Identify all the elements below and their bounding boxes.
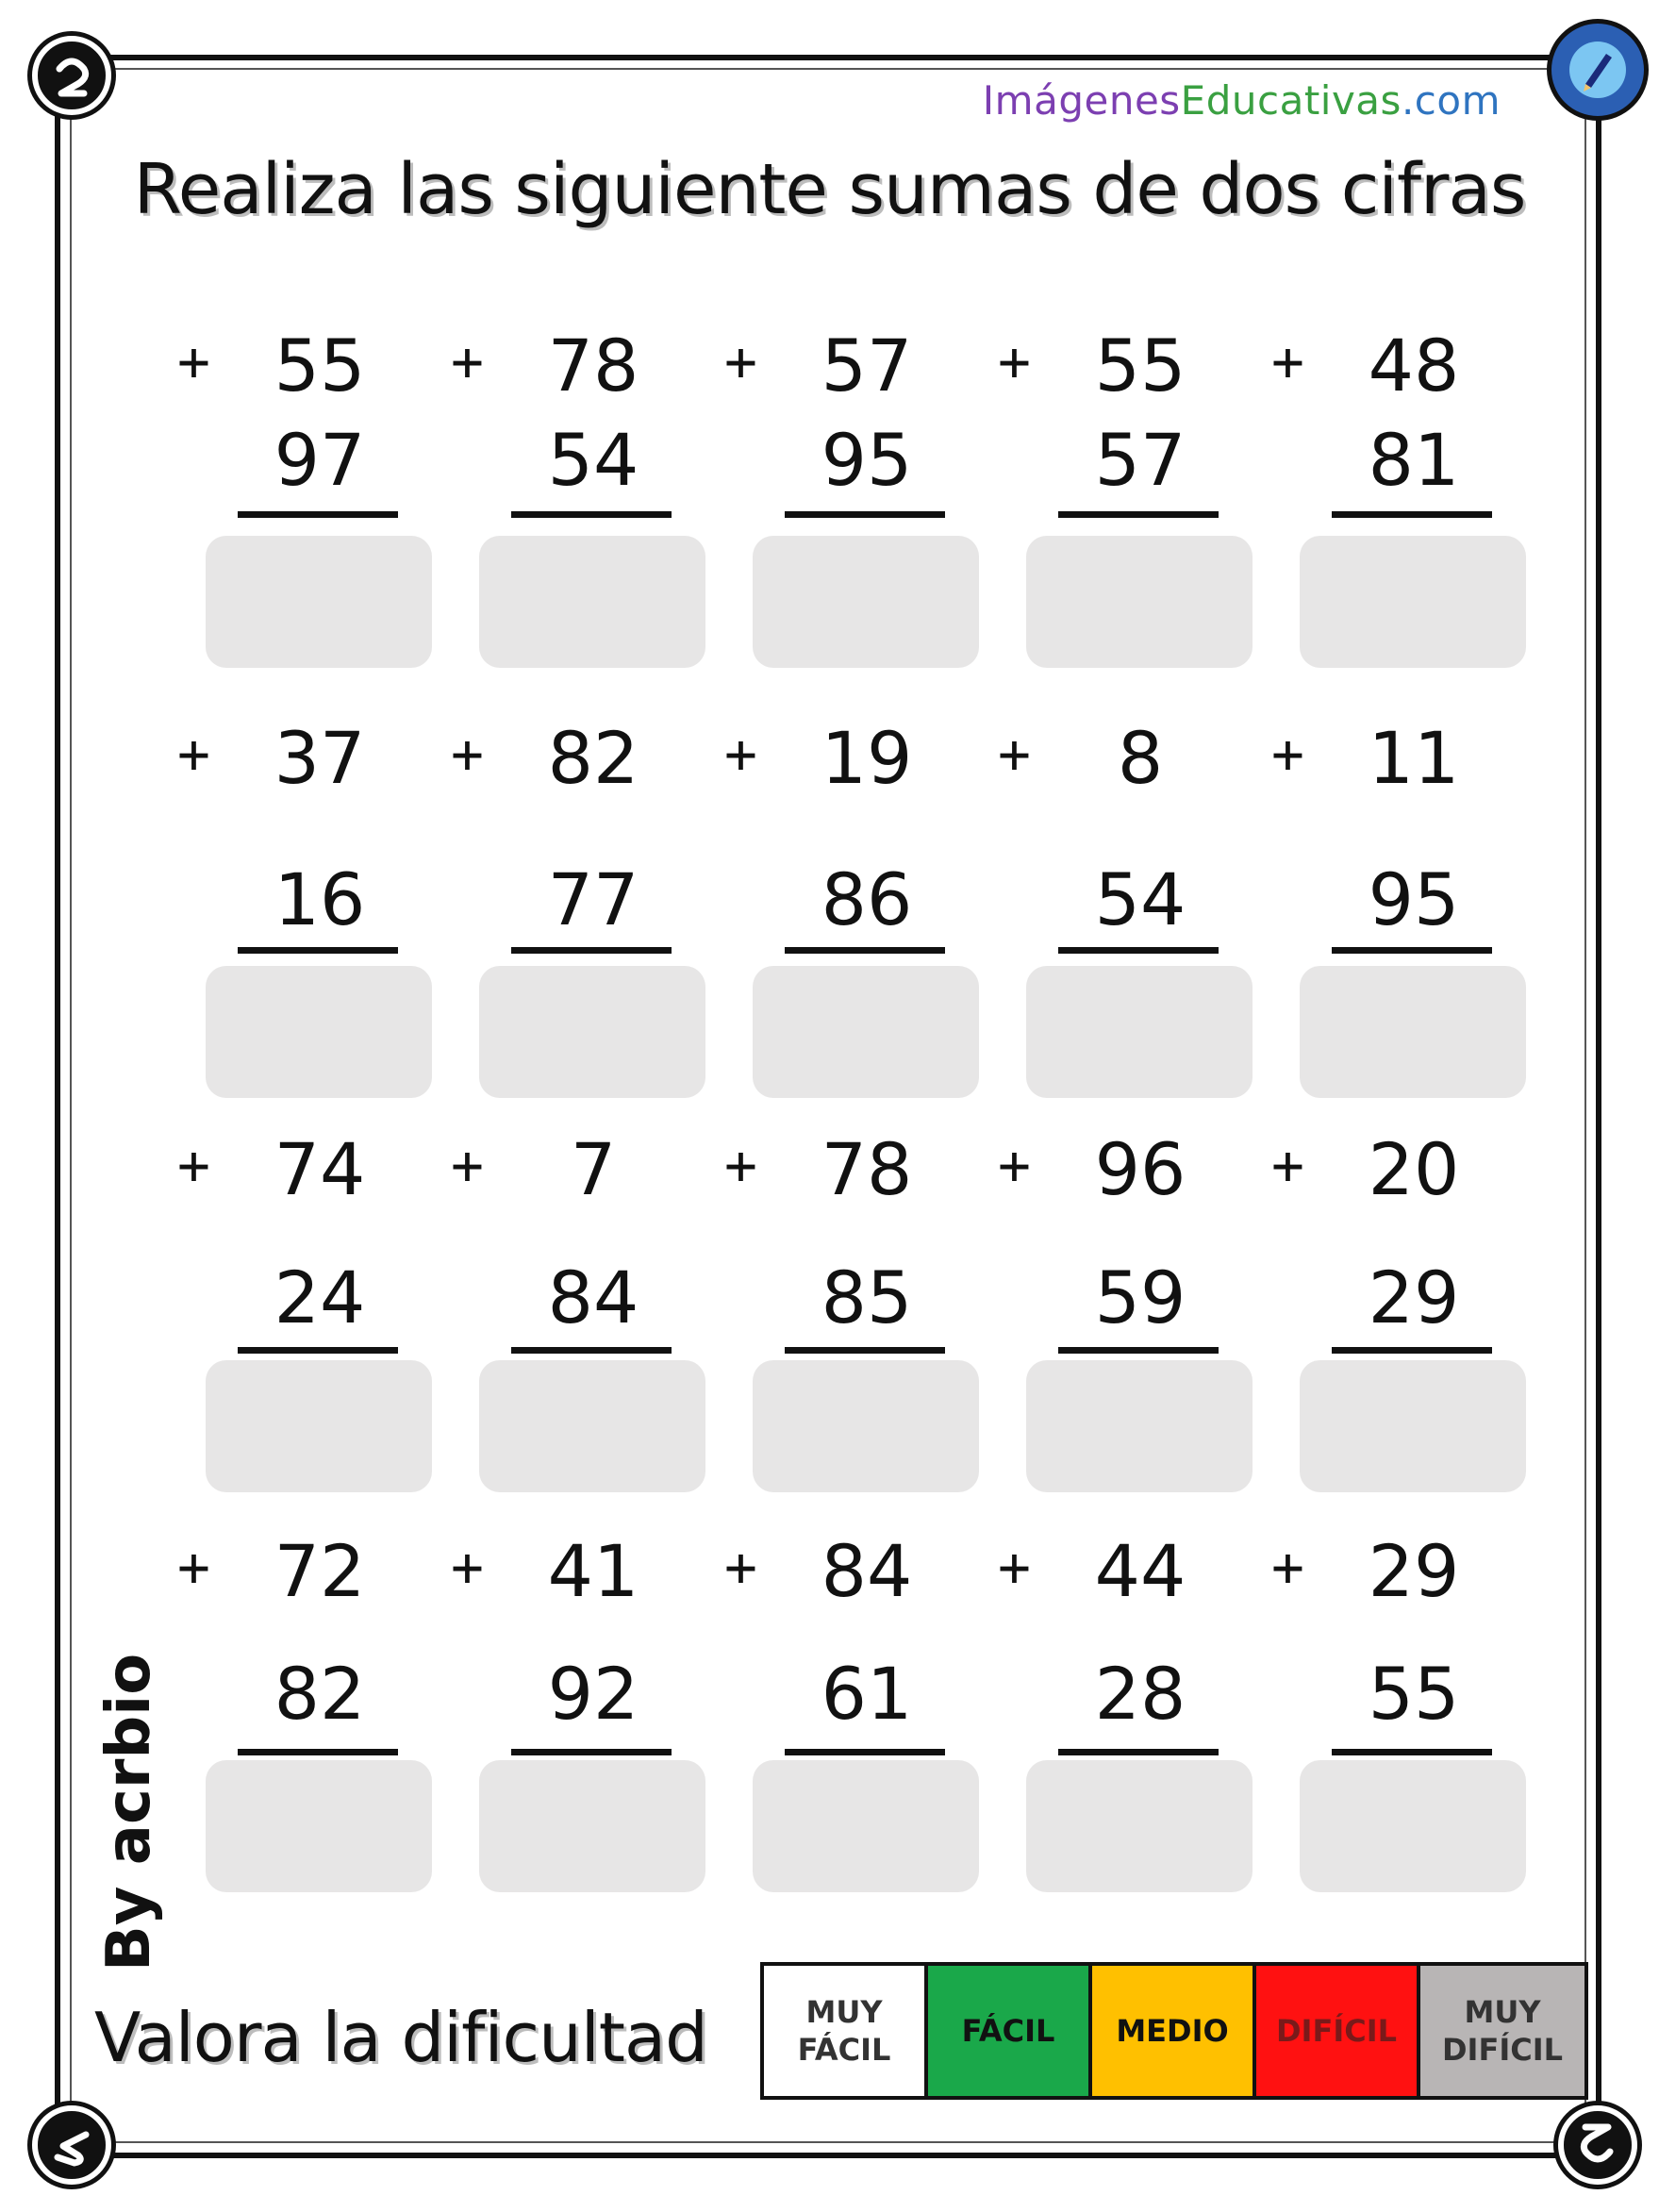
addend-bottom: 86 bbox=[821, 857, 913, 941]
page-title: Realiza las siguiente sumas de dos cifras bbox=[133, 149, 1526, 230]
rating-muy-dificil-button[interactable] bbox=[1420, 1966, 1584, 2096]
rating-option-label: MEDIO bbox=[1116, 2013, 1229, 2049]
plus-sign: + bbox=[1271, 1535, 1304, 1599]
addend-top: 29 bbox=[1368, 1529, 1460, 1613]
addend-top: 11 bbox=[1368, 716, 1460, 800]
addend-bottom: 59 bbox=[1094, 1256, 1186, 1339]
answer-box[interactable] bbox=[206, 1360, 432, 1492]
answer-box[interactable] bbox=[1026, 536, 1253, 668]
answer-box[interactable] bbox=[1026, 1360, 1253, 1492]
sum-line bbox=[1332, 511, 1492, 518]
addend-bottom: 84 bbox=[547, 1256, 639, 1339]
site-name-part: Imágenes bbox=[982, 77, 1181, 124]
answer-box[interactable] bbox=[1026, 1760, 1253, 1892]
addend-bottom: 54 bbox=[1094, 857, 1186, 941]
addend-bottom: 55 bbox=[1368, 1652, 1460, 1736]
addend-bottom: 97 bbox=[274, 418, 366, 502]
plus-sign: + bbox=[998, 1133, 1031, 1197]
difficulty-rating bbox=[760, 1962, 1588, 2100]
answer-box[interactable] bbox=[753, 1760, 979, 1892]
plus-sign: + bbox=[451, 1535, 484, 1599]
sum-line bbox=[511, 1347, 672, 1354]
sum-line bbox=[238, 511, 398, 518]
sum-line bbox=[1058, 947, 1219, 954]
addend-bottom: 57 bbox=[1094, 418, 1186, 502]
sum-line bbox=[1058, 511, 1219, 518]
corner-arrow-icon bbox=[32, 2105, 111, 2185]
pencil-icon bbox=[1565, 37, 1631, 103]
rating-muy-facil-button[interactable] bbox=[764, 1966, 928, 2096]
plus-sign: + bbox=[724, 329, 757, 393]
plus-sign: + bbox=[451, 329, 484, 393]
corner-arrow-icon bbox=[32, 36, 111, 115]
addend-top: 78 bbox=[547, 324, 639, 407]
sum-line bbox=[238, 947, 398, 954]
plus-sign: + bbox=[177, 722, 210, 786]
plus-sign: + bbox=[451, 1133, 484, 1197]
plus-sign: + bbox=[1271, 722, 1304, 786]
sum-line bbox=[785, 947, 945, 954]
plus-sign: + bbox=[724, 1133, 757, 1197]
addend-top: 37 bbox=[274, 716, 366, 800]
addend-top: 55 bbox=[274, 324, 366, 407]
addend-bottom: 54 bbox=[547, 418, 639, 502]
addend-top: 84 bbox=[821, 1529, 913, 1613]
rating-option-label: FÁCIL bbox=[961, 2013, 1055, 2049]
curved-arrow-icon bbox=[46, 2120, 97, 2170]
answer-box[interactable] bbox=[206, 966, 432, 1098]
plus-sign: + bbox=[724, 722, 757, 786]
addend-bottom: 29 bbox=[1368, 1256, 1460, 1339]
answer-box[interactable] bbox=[206, 1760, 432, 1892]
addend-bottom: 85 bbox=[821, 1256, 913, 1339]
sum-line bbox=[511, 947, 672, 954]
rating-label: Valora la dificultad bbox=[94, 1998, 707, 2077]
sum-line bbox=[785, 1347, 945, 1354]
answer-box[interactable] bbox=[753, 536, 979, 668]
sum-line bbox=[785, 511, 945, 518]
curved-arrow-icon bbox=[46, 50, 97, 101]
addend-top: 48 bbox=[1368, 324, 1460, 407]
plus-sign: + bbox=[998, 1535, 1031, 1599]
sum-line bbox=[1058, 1749, 1219, 1755]
addend-top: 57 bbox=[821, 324, 913, 407]
sum-line bbox=[238, 1347, 398, 1354]
sum-line bbox=[1332, 947, 1492, 954]
sum-line bbox=[1332, 1749, 1492, 1755]
addend-bottom: 24 bbox=[274, 1256, 366, 1339]
author-credit: By acrbio bbox=[94, 1653, 164, 1971]
answer-box[interactable] bbox=[479, 536, 705, 668]
rating-option-label: DIFÍCIL bbox=[1441, 2032, 1563, 2068]
answer-box[interactable] bbox=[479, 1360, 705, 1492]
answer-box[interactable] bbox=[1300, 1760, 1526, 1892]
answer-box[interactable] bbox=[479, 1760, 705, 1892]
addend-top: 20 bbox=[1368, 1127, 1460, 1211]
sum-line bbox=[785, 1749, 945, 1755]
plus-sign: + bbox=[177, 1535, 210, 1599]
plus-sign: + bbox=[177, 329, 210, 393]
plus-sign: + bbox=[177, 1133, 210, 1197]
addend-top: 78 bbox=[821, 1127, 913, 1211]
addend-bottom: 92 bbox=[547, 1652, 639, 1736]
rating-facil-button[interactable] bbox=[928, 1966, 1092, 2096]
rating-dificil-button[interactable] bbox=[1256, 1966, 1420, 2096]
addend-top: 8 bbox=[1117, 716, 1164, 800]
answer-box[interactable] bbox=[1300, 966, 1526, 1098]
addend-bottom: 82 bbox=[274, 1652, 366, 1736]
site-logo-icon bbox=[1547, 19, 1649, 121]
curved-arrow-icon bbox=[1572, 2120, 1623, 2170]
site-name-part: .com bbox=[1401, 77, 1501, 124]
sum-line bbox=[1332, 1347, 1492, 1354]
site-name-part: Educativas bbox=[1180, 77, 1402, 124]
site-name bbox=[983, 77, 1501, 124]
addend-bottom: 95 bbox=[821, 418, 913, 502]
answer-box[interactable] bbox=[479, 966, 705, 1098]
addend-top: 19 bbox=[821, 716, 913, 800]
addend-bottom: 61 bbox=[821, 1652, 913, 1736]
addend-top: 72 bbox=[274, 1529, 366, 1613]
answer-box[interactable] bbox=[753, 966, 979, 1098]
addend-bottom: 77 bbox=[547, 857, 639, 941]
answer-box[interactable] bbox=[1300, 1360, 1526, 1492]
addend-top: 96 bbox=[1094, 1127, 1186, 1211]
rating-option-label: MUY bbox=[805, 1994, 883, 2030]
plus-sign: + bbox=[1271, 329, 1304, 393]
plus-sign: + bbox=[998, 722, 1031, 786]
sum-line bbox=[1058, 1347, 1219, 1354]
answer-box[interactable] bbox=[753, 1360, 979, 1492]
rating-option-label: DIFÍCIL bbox=[1275, 2013, 1397, 2049]
addend-top: 82 bbox=[547, 716, 639, 800]
sum-line bbox=[511, 511, 672, 518]
answer-box[interactable] bbox=[1300, 536, 1526, 668]
plus-sign: + bbox=[998, 329, 1031, 393]
addend-top: 74 bbox=[274, 1127, 366, 1211]
plus-sign: + bbox=[451, 722, 484, 786]
answer-box[interactable] bbox=[1026, 966, 1253, 1098]
plus-sign: + bbox=[1271, 1133, 1304, 1197]
sum-line bbox=[238, 1749, 398, 1755]
addend-top: 7 bbox=[570, 1127, 617, 1211]
rating-option-label: FÁCIL bbox=[797, 2032, 891, 2068]
addend-top: 41 bbox=[547, 1529, 639, 1613]
rating-medio-button[interactable] bbox=[1092, 1966, 1256, 2096]
addend-top: 55 bbox=[1094, 324, 1186, 407]
rating-option-label: MUY bbox=[1464, 1994, 1541, 2030]
plus-sign: + bbox=[724, 1535, 757, 1599]
sum-line bbox=[511, 1749, 672, 1755]
answer-box[interactable] bbox=[206, 536, 432, 668]
addend-bottom: 28 bbox=[1094, 1652, 1186, 1736]
corner-arrow-icon bbox=[1558, 2105, 1637, 2185]
addend-bottom: 16 bbox=[274, 857, 366, 941]
addend-bottom: 81 bbox=[1368, 418, 1460, 502]
addend-bottom: 95 bbox=[1368, 857, 1460, 941]
addend-top: 44 bbox=[1094, 1529, 1186, 1613]
